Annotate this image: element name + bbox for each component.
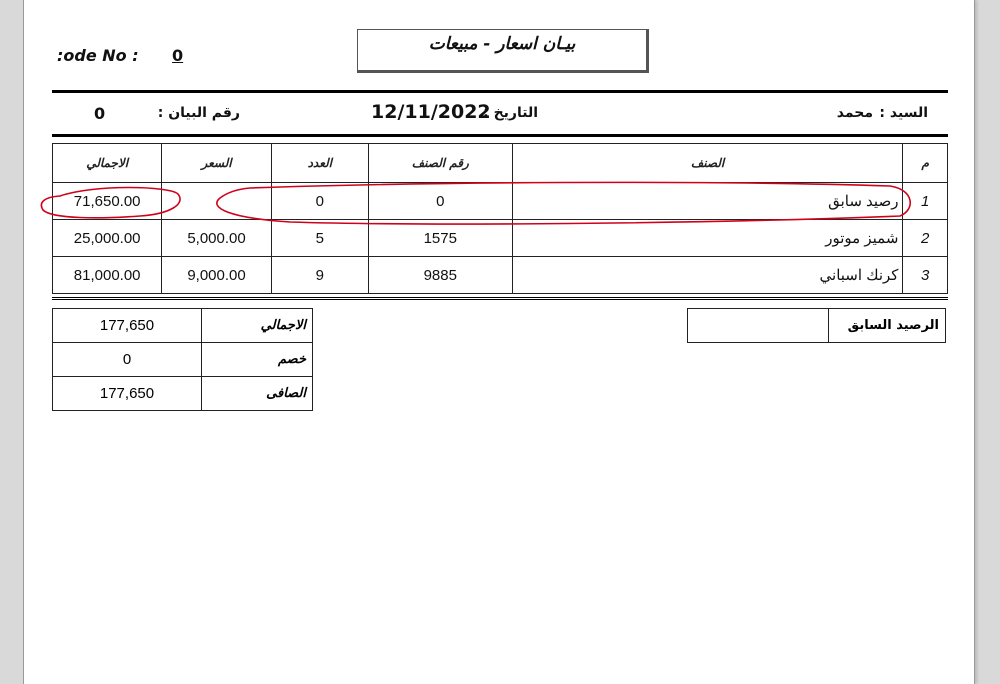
- row-total: 81,000.00: [53, 257, 162, 294]
- customer-label: السيد :: [879, 105, 928, 121]
- row-price: 5,000.00: [162, 220, 271, 257]
- annotation-circle-total: [41, 188, 180, 218]
- row-total: 25,000.00: [53, 220, 162, 257]
- col-qty-header: العدد: [271, 144, 368, 183]
- row-index: 2: [903, 220, 948, 257]
- col-price-header: السعر: [162, 144, 271, 183]
- row-price: 9,000.00: [162, 257, 271, 294]
- grand-total-label: الاجمالي: [202, 309, 313, 343]
- row-qty: 9: [271, 257, 368, 294]
- report-title: بيـان اسعار - مبيعات: [428, 34, 576, 54]
- annotation-circle-row: [217, 182, 910, 224]
- discount-value: 0: [53, 343, 202, 377]
- row-item-code: 1575: [368, 220, 512, 257]
- discount-label: خصم: [202, 343, 313, 377]
- code-no-value: 0: [172, 46, 184, 65]
- col-total-header: الاجمالي: [53, 144, 162, 183]
- row-total: 71,650.00: [53, 183, 162, 220]
- col-index-header: م: [903, 144, 948, 183]
- statement-number-value: 0: [94, 104, 106, 123]
- net-label: الصافى: [202, 377, 313, 411]
- row-item: رصيد سابق: [512, 183, 903, 220]
- row-item-code: 0: [368, 183, 512, 220]
- col-item-header: الصنف: [512, 144, 903, 183]
- code-no-label: :ode No :: [57, 46, 139, 65]
- date-value: 12/11/2022: [371, 101, 491, 123]
- net-value: 177,650: [53, 377, 202, 411]
- row-qty: 5: [271, 220, 368, 257]
- row-item: شميز موتور: [512, 220, 903, 257]
- row-index: 1: [903, 183, 948, 220]
- row-qty: 0: [271, 183, 368, 220]
- statement-number-label: رقم البيان :: [157, 105, 240, 121]
- row-index: 3: [903, 257, 948, 294]
- date-label: التاريخ :: [483, 105, 538, 121]
- grand-total-value: 177,650: [53, 309, 202, 343]
- row-item: كرنك اسباني: [512, 257, 903, 294]
- previous-balance-label: الرصيد السابق: [829, 309, 946, 343]
- customer-name: محمد: [836, 105, 873, 121]
- col-item-code-header: رقم الصنف: [368, 144, 512, 183]
- row-item-code: 9885: [368, 257, 512, 294]
